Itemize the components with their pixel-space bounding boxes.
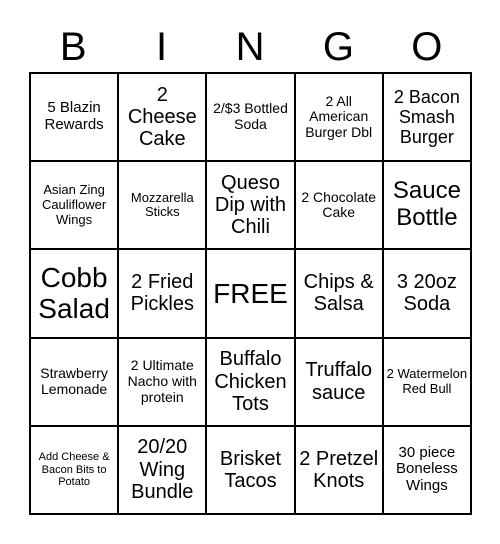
bingo-cell[interactable]: 2 Fried Pickles [118,249,206,337]
bingo-cell[interactable]: Chips & Salsa [295,249,383,337]
bingo-cell[interactable]: Buffalo Chicken Tots [206,338,294,426]
header-letter-o: O [411,25,443,69]
bingo-cell[interactable]: 3 20oz Soda [383,249,471,337]
bingo-header [29,22,471,72]
bingo-cell[interactable]: Mozzarella Sticks [118,161,206,249]
header-letter-n: N [235,25,265,69]
bingo-cell[interactable]: 30 piece Boneless Wings [383,426,471,514]
bingo-cell[interactable]: Add Cheese & Bacon Bits to Potato [30,426,118,514]
bingo-cell[interactable]: 5 Blazin Rewards [30,73,118,161]
header-letter-b: B [59,25,87,69]
bingo-cell[interactable]: 20/20 Wing Bundle [118,426,206,514]
bingo-cell[interactable]: Asian Zing Cauliflower Wings [30,161,118,249]
bingo-board [29,72,472,515]
bingo-cell[interactable]: 2 Bacon Smash Burger [383,73,471,161]
bingo-cell[interactable]: 2 All American Burger Dbl [295,73,383,161]
bingo-cell[interactable]: 2 Pretzel Knots [295,426,383,514]
bingo-cell[interactable]: 2 Chocolate Cake [295,161,383,249]
bingo-cell[interactable]: Sauce Bottle [383,161,471,249]
bingo-cell-free[interactable]: FREE [206,249,294,337]
bingo-cell[interactable]: 2/$3 Bottled Soda [206,73,294,161]
bingo-cell[interactable]: Queso Dip with Chili [206,161,294,249]
bingo-cell[interactable]: 2 Ultimate Nacho with protein [118,338,206,426]
bingo-cell[interactable]: Strawberry Lemonade [30,338,118,426]
bingo-cell[interactable]: Truffalo sauce [295,338,383,426]
bingo-cell[interactable]: Brisket Tacos [206,426,294,514]
bingo-cell[interactable]: 2 Cheese Cake [118,73,206,161]
bingo-cell[interactable]: 2 Watermelon Red Bull [383,338,471,426]
header-letter-i: I [156,25,168,69]
bingo-cell[interactable]: Cobb Salad [30,249,118,337]
header-letter-g: G [322,25,354,69]
